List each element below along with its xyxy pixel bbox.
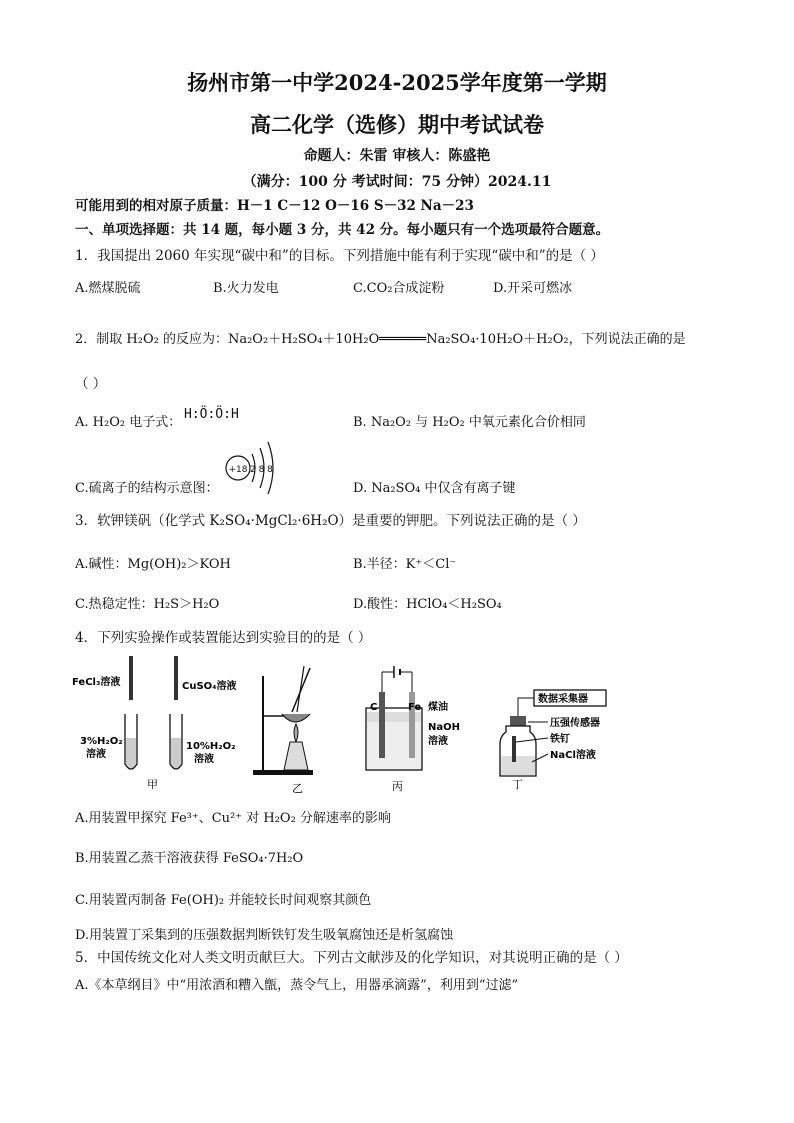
q2-stem: 2．制取 H₂O₂ 的反应为：Na₂O₂＋H₂SO₄＋10H₂O══════Na₂SO₄·10H₂O＋H₂O₂，下列说法正确的是 [75,332,686,347]
q1-option-b: B.火力发电 [213,281,279,296]
ding-label-nacl: NaCl溶液 [550,750,596,761]
q5-option-a: A.《本草纲目》中“用浓酒和糟入甑，蒸令气上，用器承滴露”，利用到“过滤” [75,978,519,993]
jia-label-fecl3: FeCl₃溶液 [72,677,121,688]
tube-2-liquid [171,738,181,768]
shell-electrons: 2 8 8 [250,465,273,475]
q2-paren: （ ） [75,376,107,392]
q2-option-d: D. Na₂SO₄ 中仅含有离子键 [353,481,516,496]
jia-label-cuso4: CuSO₄溶液 [182,681,237,692]
bing-name: 丙 [392,780,403,793]
bing-label-c: C [370,702,378,713]
q4-option-a: A.用装置甲探究 Fe³⁺、Cu²⁺ 对 H₂O₂ 分解速率的影响 [75,811,391,826]
stand-base [253,770,313,775]
ding-name: 丁 [512,778,523,791]
q2-a-electron-formula: H:Ö:Ö:H [184,407,239,422]
exam-title: 高二化学（选修）期中考试试卷 [250,112,544,137]
alcohol-lamp [284,742,308,770]
atomic-masses: 可能用到的相对原子质量：H－1 C－12 O－16 S－32 Na－23 [75,198,474,214]
q3-stem: 3．软钾镁矾（化学式 K₂SO₄·MgCl₂·6H₂O）是重要的钾肥。下列说法正确的是（ ） [75,513,586,529]
section-heading: 一、单项选择题：共 14 题，每小题 3 分，共 42 分。每小题只有一个选项最符合题意。 [75,222,610,238]
glass-rod [292,668,310,712]
carbon-electrode [379,692,385,758]
jia-label-h2o2-10: 10%H₂O₂ [186,741,236,752]
q4-apparatus-figure [70,652,630,794]
jia-label-solution-2: 溶液 [194,754,214,765]
nacl-solution [501,756,535,775]
glass-rod-2 [297,666,304,712]
q5-stem: 5．中国传统文化对人类文明贡献巨大。下列古文献涉及的化学知识，对其说明正确的是（ ） [75,950,628,966]
q3-option-d: D.酸性：HClO₄＜H₂SO₄ [353,597,502,612]
jia-label-h2o2-3: 3%H₂O₂ [80,736,123,747]
q2-option-b: B. Na₂O₂ 与 H₂O₂ 中氧元素化合价相同 [353,415,586,430]
q4-option-d: D.用装置丁采集到的压强数据判断铁钉发生吸氧腐蚀还是析氢腐蚀 [75,928,454,943]
q3-option-a: A.碱性：Mg(OH)₂＞KOH [75,557,231,572]
nucleus-charge: +18 [228,465,248,475]
q1-option-c: C.CO₂合成淀粉 [353,281,445,296]
tube-1-liquid [126,738,136,768]
exam-info-line: （满分：100 分 考试时间：75 分钟）2024.11 [242,174,552,190]
bing-label-fe: Fe [408,702,422,713]
authors-line: 命题人：朱雷 审核人：陈盛艳 [303,148,491,164]
dropper-1 [129,656,133,700]
apparatus-jia [72,656,237,791]
q1-option-d: D.开采可燃冰 [493,281,573,296]
yi-name: 乙 [292,782,303,794]
iron-nail [512,736,516,762]
sensor-cable [518,698,534,716]
jia-label-solution-1: 溶液 [86,749,106,760]
school-title: 扬州市第一中学2024-2025学年度第一学期 [187,70,607,95]
bing-label-solution: 溶液 [428,736,448,747]
stopper [510,716,526,726]
sulfide-ion-diagram [222,440,282,496]
apparatus-yi [253,666,313,794]
apparatus-ding [500,690,606,791]
q4-stem: 4．下列实验操作或装置能达到实验目的的是（ ） [75,630,372,646]
q2-option-a: A. H₂O₂ 电子式： [75,415,182,430]
dropper-2 [174,656,178,700]
ding-label-sensor: 压强传感器 [550,718,600,729]
jia-name: 甲 [147,778,158,791]
bing-label-naoh: NaOH [428,722,460,733]
q1-stem: 1．我国提出 2060 年实现“碳中和”的目标。下列措施中能有利于实现“碳中和”的是（ ） [75,248,604,264]
q4-option-c: C.用装置丙制备 Fe(OH)₂ 并能较长时间观察其颜色 [75,893,372,908]
q3-option-c: C.热稳定性：H₂S＞H₂O [75,597,220,612]
q3-option-b: B.半径：K⁺＜Cl⁻ [353,557,457,572]
apparatus-bing [366,666,460,793]
evaporating-dish [282,714,310,722]
flame [294,724,298,742]
bing-label-oil: 煤油 [428,702,448,713]
ding-label-collector: 数据采集器 [538,694,588,705]
q1-option-a: A.燃煤脱硫 [75,281,141,296]
q2-option-c: C.硫离子的结构示意图： [75,481,219,496]
ding-label-nail: 铁钉 [550,734,570,745]
q4-option-b: B.用装置乙蒸干溶液获得 FeSO₄·7H₂O [75,851,304,866]
